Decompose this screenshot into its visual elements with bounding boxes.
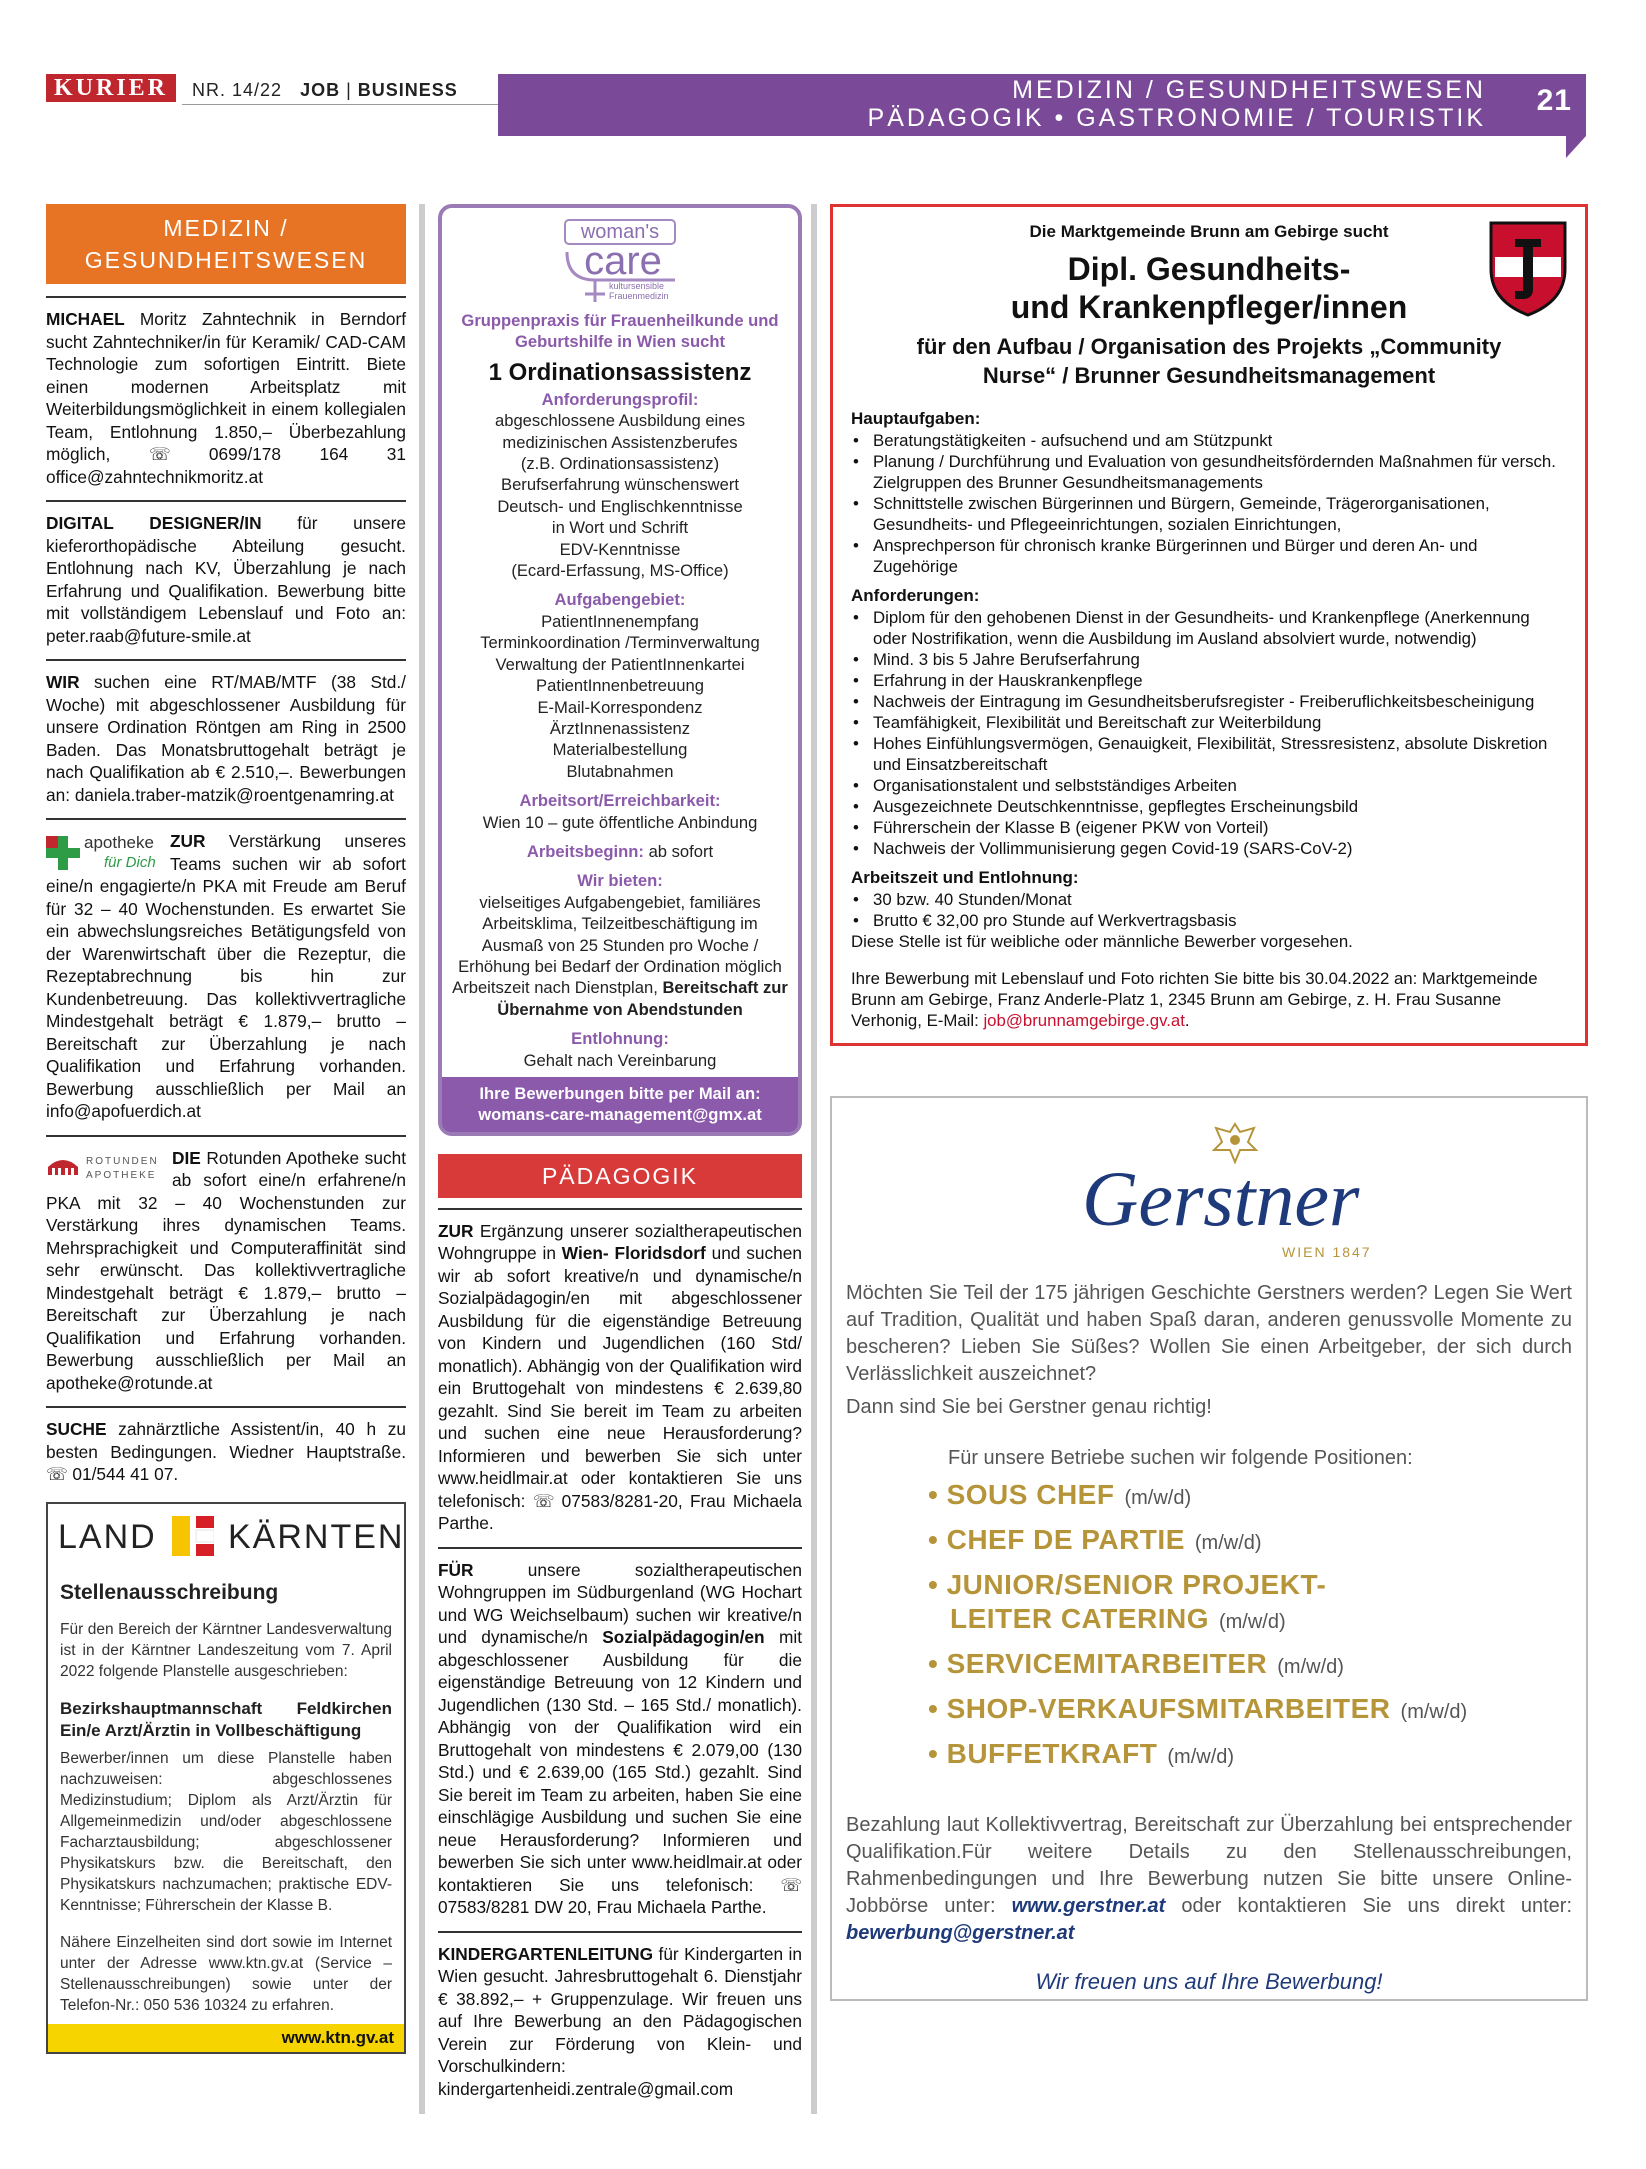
ad-roentgen: [46, 671, 406, 806]
brunn-requirement-item: • Ausgezeichnete Deutschkenntnisse, gepflegtes Erscheinungsbild: [851, 796, 1567, 817]
ad-lead: MICHAEL: [46, 309, 125, 329]
issue-info: NR. 14/22 JOB | BUSINESS: [192, 80, 458, 100]
brunn-h-requirements: Anforderungen:: [851, 586, 980, 605]
wc-profile-item: Deutsch- und Englischkenntnisse: [497, 496, 743, 516]
bullet-icon: •: [928, 1648, 947, 1679]
wc-footer-line1: Ihre Bewerbungen bitte per Mail an:: [479, 1084, 761, 1103]
gerstner-position-label: SHOP-VERKAUFSMITARBEITER: [946, 1693, 1391, 1724]
ad-text: für Kindergarten in Wien gesucht. Jahresbruttogehalt 6. Dienstjahr € 38.892,– + Gruppenzulage. Wir freuen uns auf Ihre Bewerbung an den Pädagogischen Verein zur Förderung von Klein- und Vorschulkindern: kindergartenheidi.zentrale@gmail.com: [438, 1943, 802, 2099]
wc-task-item: Materialbestellung: [552, 740, 688, 760]
gerstner-gender-tag: (m/w/d): [1194, 1532, 1262, 1554]
ad-lead: SUCHE: [46, 1419, 107, 1439]
wc-offer: [452, 892, 788, 1020]
brunn-requirement-item: • Teamfähigkeit, Flexibilität und Bereitschaft zur Weiterbildung: [851, 712, 1567, 733]
brunn-requirement-item: • Führerschein der Klasse B (eigener PKW von Vorteil): [851, 817, 1567, 838]
brand-logo: KURIER: [46, 74, 176, 102]
wc-task-item: PatientInnenempfang: [541, 611, 699, 631]
wc-h-location: Arbeitsort/Erreichbarkeit:: [519, 791, 721, 811]
womans-care-logo-sub2: Frauenmedizin: [609, 291, 669, 301]
wc-location: Wien 10 – gute öffentliche Anbindung: [482, 812, 758, 832]
section-job: JOB: [300, 80, 341, 100]
wc-start: ab sofort: [643, 841, 714, 861]
gerstner-position: [928, 1478, 1572, 1515]
gerstner-position: [928, 1568, 1572, 1639]
column-right: [830, 204, 1588, 2001]
gerstner-gender-tag: (m/w/d): [1124, 1487, 1192, 1509]
ad-womans-care: [438, 204, 802, 1136]
page-header: [0, 0, 1646, 160]
brunn-h-hours: Arbeitszeit und Entlohnung:: [851, 868, 1079, 887]
brunn-title-line2: und Krankenpfleger/innen: [1010, 289, 1408, 325]
band-line-1: MEDIZIN / GESUNDHEITSWESEN: [1012, 76, 1486, 104]
section-business: BUSINESS: [357, 80, 458, 100]
ad-lead: DIGITAL DESIGNER/IN: [46, 513, 262, 533]
ad-lead: DIE: [172, 1147, 201, 1168]
brunn-requirement-item: • Nachweis der Vollimmunisierung gegen Covid-19 (SARS-CoV-2): [851, 838, 1567, 859]
gerstner-position-label: SOUS CHEF: [946, 1479, 1115, 1510]
ad-lead: WIR: [46, 672, 80, 692]
womans-care-logo-sub1: kultursensible: [609, 281, 665, 291]
ad-gerstner: [830, 1096, 1588, 2001]
divider: [46, 659, 406, 661]
ad-zahntechnik: [46, 308, 406, 488]
category-medizin: [46, 204, 406, 284]
brunn-title-line1: Dipl. Gesundheits-: [1067, 251, 1351, 287]
ad-apotheke-fuer-dich: [46, 830, 406, 1123]
header-rule: [182, 104, 498, 105]
gerstner-logo: [846, 1120, 1572, 1270]
column-medizin: [46, 204, 406, 2054]
apotheke-logo-sub: für Dich: [104, 854, 156, 871]
ktn-body: [48, 1566, 404, 2024]
bullet-icon: •: [928, 1738, 947, 1769]
wc-profile-item: in Wort und Schrift: [551, 518, 689, 538]
brunn-requirement-item: • Nachweis der Eintragung im Gesundheitsberufsregister - Freiberuflichkeitsbescheinigung: [851, 691, 1567, 712]
section-band: [498, 74, 1586, 136]
brunn-task-item: • Beratungstätigkeiten - aufsuchend und am Stützpunkt: [851, 430, 1567, 451]
ad-text: für unsere kieferorthopädische Abteilung gesucht. Entlohnung nach KV, Überzahlung je nach Erfahrung und Qualifikation. Bewerbung bitte mit vollständigem Lebenslauf und Foto an: peter.raab@future-smile.at: [46, 513, 406, 646]
gerstner-position-cont: LEITER CATERING: [950, 1603, 1209, 1634]
gerstner-position: [928, 1647, 1572, 1684]
gerstner-position-list: [928, 1478, 1572, 1774]
ad-lead: FÜR: [438, 1559, 474, 1580]
womans-care-logo: [545, 218, 695, 301]
gerstner-gender-tag: (m/w/d): [1277, 1656, 1344, 1678]
brunn-hours-item: • 30 bzw. 40 Stunden/Monat: [851, 889, 1567, 910]
issue-number: NR. 14/22: [192, 80, 283, 100]
wc-task-item: ÄrztInnenassistenz: [549, 718, 691, 738]
ad-bold: Wien- Floridsdorf: [561, 1243, 706, 1264]
gerstner-gender-tag: (m/w/d): [1167, 1746, 1235, 1768]
brunn-task-item: • Schnittstelle zwischen Bürgerinnen und Bürgern, Gemeinde, Trägerorganisationen, Gesundheits- und Pflegeeinrichtungen, sozialen Einrichtungen,: [851, 493, 1567, 535]
ktn-logo-right: KÄRNTEN: [228, 1517, 405, 1556]
rotunde-icon: [46, 1153, 80, 1177]
ad-lead: ZUR: [438, 1220, 474, 1241]
ad-text: Ergänzung unserer sozialtherapeutischen Wohngruppe in: [438, 1220, 802, 1264]
brunn-employer: Die Marktgemeinde Brunn am Gebirge sucht: [1029, 222, 1389, 241]
womans-care-logo-main: care: [584, 239, 662, 283]
divider: [46, 296, 406, 298]
divider: [438, 1931, 802, 1933]
brunn-apply-text: Ihre Bewerbung mit Lebenslauf und Foto richten Sie bitte bis 30.04.2022 an: Marktgemeinde Brunn am Gebirge, Franz Anderle-Platz 1, 2345 Brunn am Gebirge, z. H. Frau Susanne Verhonig, E-Mail:: [851, 969, 1538, 1030]
ad-brunn-am-gebirge: [830, 204, 1588, 1046]
category-paedagogik: PÄDAGOGIK: [438, 1154, 802, 1198]
ktn-coat-icon: [172, 1516, 214, 1556]
gerstner-gender-tag: (m/w/d): [1400, 1701, 1468, 1723]
gerstner-intro: [846, 1280, 1572, 1421]
gerstner-position: [928, 1737, 1572, 1774]
rotunden-logo-line-2: APOTHEKE: [86, 1169, 157, 1181]
wc-title: 1 Ordinationsassistenz: [488, 358, 752, 386]
gerstner-email-link[interactable]: bewerbung@gerstner.at: [846, 1922, 1075, 1944]
wc-start-row: [452, 841, 788, 862]
brunn-email-link[interactable]: job@brunnamgebirge.gv.at: [983, 1011, 1185, 1030]
brunn-title: [851, 250, 1567, 326]
ad-text: unsere sozialtherapeutischen Wohngruppen im Südburgenland (WG Hochart und WG Weichselbaum) suchen wir kreative/n und dynamische/n: [438, 1559, 802, 1648]
ad-text: zahnärztliche Assistent/in, 40 h zu besten Bedingungen. Wiedner Hauptstraße. ☏ 01/544 41 07.: [46, 1419, 406, 1484]
gerstner-pay-text: Bezahlung laut Kollektivvertrag, Bereitschaft zur Überzahlung bei entsprechender Qualifikation.Für weitere Details zu den Stellenausschreibungen, Rahmenbedingungen und Ihre Bewerbung nutzen Sie bitte unsere Online-Jobbörse unter:: [846, 1814, 1572, 1917]
gerstner-position-label: SERVICEMITARBEITER: [946, 1648, 1268, 1679]
wc-profile-item: EDV-Kenntnisse: [559, 539, 681, 559]
divider: [438, 1208, 802, 1210]
wc-profile-item: medizinischen Assistenzberufes: [502, 432, 738, 452]
wc-task-item: PatientInnenbetreuung: [536, 676, 704, 696]
ad-text: suchen eine RT/MAB/MTF (38 Std./ Woche) mit abgeschlossener Ausbildung für unsere Ordination Röntgen am Ring in 2500 Baden. Das Monatsbruttogehalt beträgt je nach Qualifikation ab € 2.510,–. Bewerbungen an: daniela.traber-matzik@roentgenamring.at: [46, 672, 406, 805]
ad-text: Moritz Zahntechnik in Berndorf sucht Zahntechniker/in für Keramik/ CAD-CAM Technologie zum sofortigen Eintritt. Biete einen modernen Arbeitsplatz mit Weiterbildungsmöglichkeit in einem kollegialen Team, Entlohnung 1.850,– Überbezahlung möglich, ☏ 0699/178 164 31 office@zahntechnikmoritz.at: [46, 309, 406, 487]
wc-h-tasks: Aufgabengebiet:: [554, 590, 686, 610]
brunn-requirement-item: • Organisationstalent und selbstständiges Arbeiten: [851, 775, 1567, 796]
category-line-1: MEDIZIN /: [163, 215, 289, 241]
rotunden-logo: [46, 1147, 170, 1187]
ad-digital-designer: [46, 512, 406, 647]
band-corner: [1566, 136, 1586, 158]
apotheke-logo-text: apotheke: [84, 833, 154, 852]
gerstner-positions: [928, 1447, 1572, 1774]
divider: [46, 500, 406, 502]
ktn-intro: Für den Bereich der Kärntner Landesverwaltung ist in der Kärntner Landeszeitung vom 7. April 2022 folgende Planstelle ausgeschrieben:: [60, 1620, 392, 1680]
ktn-logo: [48, 1504, 404, 1566]
rotunden-logo-line-1: ROTUNDEN: [86, 1155, 159, 1167]
brunn-apply-end: .: [1184, 1011, 1190, 1030]
wc-task-item: E-Mail-Korrespondenz: [537, 697, 703, 717]
brunn-note: Diese Stelle ist für weibliche oder männliche Bewerber vorgesehen.: [851, 932, 1353, 951]
ktn-url[interactable]: www.ktn.gv.at: [48, 2024, 404, 2052]
gerstner-position: [928, 1523, 1572, 1560]
category-line-2: GESUNDHEITSWESEN: [84, 247, 368, 273]
gerstner-positions-lead: Für unsere Betriebe suchen wir folgende Positionen:: [948, 1447, 1413, 1469]
wc-offer-bold: Bereitschaft zur Übernahme von Abendstunden: [497, 978, 788, 1019]
brunn-task-item: • Planung / Durchführung und Evaluation von gesundheitsfördernden Maßnahmen für versch. Zielgruppen des Brunner Gesundheitsmanagements: [851, 451, 1567, 493]
gerstner-url-link[interactable]: www.gerstner.at: [1011, 1895, 1166, 1917]
brunn-task-list: [851, 430, 1567, 577]
brunn-requirement-item: • Erfahrung in der Hauskrankenpflege: [851, 670, 1567, 691]
ktn-requirements: Bewerber/innen um diese Planstelle haben nachzuweisen: abgeschlossenes Medizinstudium; Diplom als Arzt/Ärztin für Allgemeinmedizin und/oder abgeschlossene Facharztausbildung; abgeschlossener Physikatskurs bzw. die Bereitschaft, den Physikatskurs nachzumachen; praktische EDV-Kenntnisse; Führerschein der Klasse B.: [60, 1749, 392, 1914]
wc-offer-text: vielseitiges Aufgabengebiet, familiäres Arbeitsklima, Teilzeitbeschäftigung im Ausmaß von 25 Stunden pro Woche / Erhöhung bei Bedarf der Ordination möglich Arbeitszeit nach Dienstplan,: [452, 892, 782, 998]
brunn-subtitle: für den Aufbau / Organisation des Projekts „Community Nurse“ / Brunner Gesundheitsmanagement: [916, 334, 1502, 388]
band-line-2: PÄDAGOGIK • GASTRONOMIE / TOURISTIK: [867, 104, 1486, 132]
brunn-requirement-list: [851, 607, 1567, 859]
page-number: 21: [1536, 84, 1572, 117]
ad-text: und suchen wir ab sofort kreative/n und dynamische/n Sozialpädagogin/en mit abgeschlossener Ausbildung für die eigenständige Betreuung von Kindern und Jugendlichen (160 Std/ monatlich). Abhängig von der Qualifikation wird ein Bruttogehalt von mindestens € 2.639,80 gezahlt. Sind Sie bereit im Team zu arbeiten und suchen eine neue Herausforderung? Informieren und bewerben Sie sich unter www.heidlmair.at oder kontaktieren Sie uns telefonisch: ☏ 07583/8281-20, Frau Michaela Parthe.: [438, 1243, 802, 1534]
bullet-icon: •: [928, 1693, 947, 1724]
womans-care-logo-top: woman's: [580, 221, 660, 243]
gerstner-logo-sub: WIEN 1847: [1282, 1244, 1372, 1260]
gerstner-position-label: JUNIOR/SENIOR PROJEKT-: [946, 1569, 1327, 1600]
divider: [46, 1406, 406, 1408]
bullet-icon: •: [928, 1479, 947, 1510]
ad-land-kaernten: [46, 1502, 406, 2054]
brunn-requirement-item: • Hohes Einfühlungsvermögen, Genauigkeit, Flexibilität, Stressresistenz, absolute Diskretion und Einsatzbereitschaft: [851, 733, 1567, 775]
ad-text: mit abgeschlossener Ausbildung für die eigenständige Betreuung von 12 Kindern und Jugendlichen (130 Std. – 165 Std./ monatlich). Abhängig von der Qualifikation wird ein Bruttogehalt von mindestens € 2.079,00 (130 Std.) und € 2.639,00 (165 Std.) gezahlt. Sind Sie bereit im Team zu arbeiten, haben Sie eine einschlägige Ausbildung und suchen Sie eine neue Herausforderung? Informieren und bewerben Sie sich unter www.heidlmair.at oder kontaktieren Sie uns telefonisch: ☏ 07583/8281 DW 20, Frau Michaela Parthe.: [438, 1627, 802, 1918]
ktn-logo-left: LAND: [58, 1517, 157, 1556]
ktn-position: Bezirkshauptmannschaft Feldkirchen Ein/e Arzt/Ärztin in Vollbeschäftigung: [60, 1698, 392, 1740]
wc-h-pay: Entlohnung:: [571, 1029, 669, 1049]
ad-rotunden-apotheke: [46, 1147, 406, 1395]
brunn-coat-of-arms-icon: [1487, 219, 1569, 319]
bullet-icon: •: [928, 1569, 947, 1600]
wc-h-offer: Wir bieten:: [577, 871, 663, 891]
wc-profile-list: [452, 410, 788, 581]
divider: [46, 818, 406, 820]
wc-profile-item: abgeschlossene Ausbildung eines: [494, 411, 746, 431]
wc-footer-email[interactable]: womans-care-management@gmx.at: [478, 1105, 762, 1125]
gerstner-intro-1: Möchten Sie Teil der 175 jährigen Geschichte Gerstners werden? Legen Sie Wert auf Tradition, Qualität und haben Spaß daran, anderen genussvolle Momente zu bescheren? Lieben Sie Süßes? Wollen Sie einen Arbeitgeber, der sich durch Verlässlichkeit auszeichnet?: [846, 1282, 1572, 1385]
wc-task-item: Verwaltung der PatientInnenkartei: [495, 654, 745, 674]
wc-profile-item: (Ecard-Erfassung, MS-Office): [511, 561, 729, 581]
gerstner-logo-text: Gerstner: [1082, 1155, 1360, 1242]
column-divider-1: [419, 204, 425, 2114]
wc-task-item: Terminkoordination /Terminverwaltung: [480, 633, 760, 653]
bullet-icon: •: [928, 1524, 947, 1555]
wc-footer: [442, 1077, 798, 1132]
gerstner-position-label: CHEF DE PARTIE: [946, 1524, 1185, 1555]
wc-pay: Gehalt nach Vereinbarung: [523, 1050, 717, 1070]
gerstner-position-label: BUFFETKRAFT: [946, 1738, 1158, 1769]
brunn-requirement-item: • Diplom für den gehobenen Dienst in der Gesundheits- und Krankenpflege (Anerkennung oder Nostrifikation, wenn die Ausbildung im Ausland absolviert wurde, notwendig): [851, 607, 1567, 649]
gerstner-thanks: Wir freuen uns auf Ihre Bewerbung!: [1035, 1969, 1383, 1994]
ad-wg-floridsdorf: [438, 1220, 802, 1535]
apotheke-logo: [46, 830, 166, 874]
wc-employer: Gruppenpraxis für Frauenheilkunde und Geburtshilfe in Wien sucht: [461, 311, 779, 352]
divider: [46, 1135, 406, 1137]
column-paedagogik: [438, 204, 802, 2100]
green-cross-icon: [46, 836, 80, 870]
brunn-hours-list: [851, 889, 1567, 931]
ad-kindergartenleitung: [438, 1943, 802, 2101]
ktn-title: Stellenausschreibung: [60, 1580, 279, 1604]
ad-bold: Sozialpädagogin/en: [602, 1627, 765, 1648]
wc-profile-item: (z.B. Ordinationsassistenz): [520, 454, 720, 474]
ad-zahnarzt-assistenz: [46, 1418, 406, 1486]
brunn-task-item: • Ansprechperson für chronisch kranke Bürgerinnen und Bürger und deren An- und Zugehörige: [851, 535, 1567, 577]
wc-h-start: Arbeitsbeginn:: [526, 841, 644, 861]
gerstner-position: [928, 1692, 1572, 1729]
gerstner-gender-tag: (m/w/d): [1218, 1611, 1286, 1633]
brunn-h-tasks: Hauptaufgaben:: [851, 409, 981, 428]
ad-lead: KINDERGARTENLEITUNG: [438, 1943, 654, 1964]
brunn-requirement-item: • Mind. 3 bis 5 Jahre Berufserfahrung: [851, 649, 1567, 670]
gerstner-pay: [846, 1812, 1572, 1947]
ad-wg-suedburgenland: [438, 1559, 802, 1919]
divider: [438, 1547, 802, 1549]
ad-text: Verstärkung unseres Teams suchen wir ab sofort eine/n engagierte/n PKA mit Freude am Beruf für 32 – 40 Wochenstunden. Es erwartet Sie ein abwechslungsreiches Betätigungsfeld von der Warenwirtschaft über die Rezeptur, die Rezeptabrechnung bis hin zur Kundenbetreuung. Das kollektivvertragliche Mindestgehalt beträgt € 1.879,– brutto – Bereitschaft zur Überzahlung je nach Qualifikation und Erfahrung vorhanden. Bewerbung ausschließlich per Mail an info@apofuerdich.at: [46, 831, 406, 1121]
wc-task-list: [452, 611, 788, 782]
brunn-hours-item: • Brutto € 32,00 pro Stunde auf Werkvertragsbasis: [851, 910, 1567, 931]
gerstner-intro-2: Dann sind Sie bei Gerstner genau richtig!: [846, 1396, 1212, 1418]
column-divider-2: [811, 204, 817, 2114]
wc-h-profile: Anforderungsprofil:: [541, 389, 699, 409]
wc-task-item: Blutabnahmen: [566, 761, 674, 781]
gerstner-pay-mid: oder kontaktieren Sie uns direkt unter:: [1165, 1895, 1572, 1917]
ktn-details: Nähere Einzelheiten sind dort sowie im Internet unter der Adresse www.ktn.gv.at (Service – Stellenausschreibungen) sowie unter der Telefon-Nr.: 050 536 10324 zu erfahren.: [60, 1933, 392, 2014]
ad-lead: ZUR: [170, 831, 206, 851]
brunn-apply: [851, 968, 1567, 1031]
ad-text: Rotunden Apotheke sucht ab sofort eine/n erfahrene/n PKA mit 32 – 40 Wochenstunden zur Verstärkung ihres dynamischen Teams. Mehrsprachigkeit und Computeraffinität sind sehr erwünscht. Das kollektivvertragliche Mindestgehalt beträgt € 1.879,– brutto – Bereitschaft zur Überzahlung je nach Qualifikation und Erfahrung vorhanden. Bewerbung ausschließlich per Mail an apotheke@rotunde.at: [46, 1147, 406, 1393]
wc-profile-item: Berufserfahrung wünschenswert: [501, 475, 739, 495]
